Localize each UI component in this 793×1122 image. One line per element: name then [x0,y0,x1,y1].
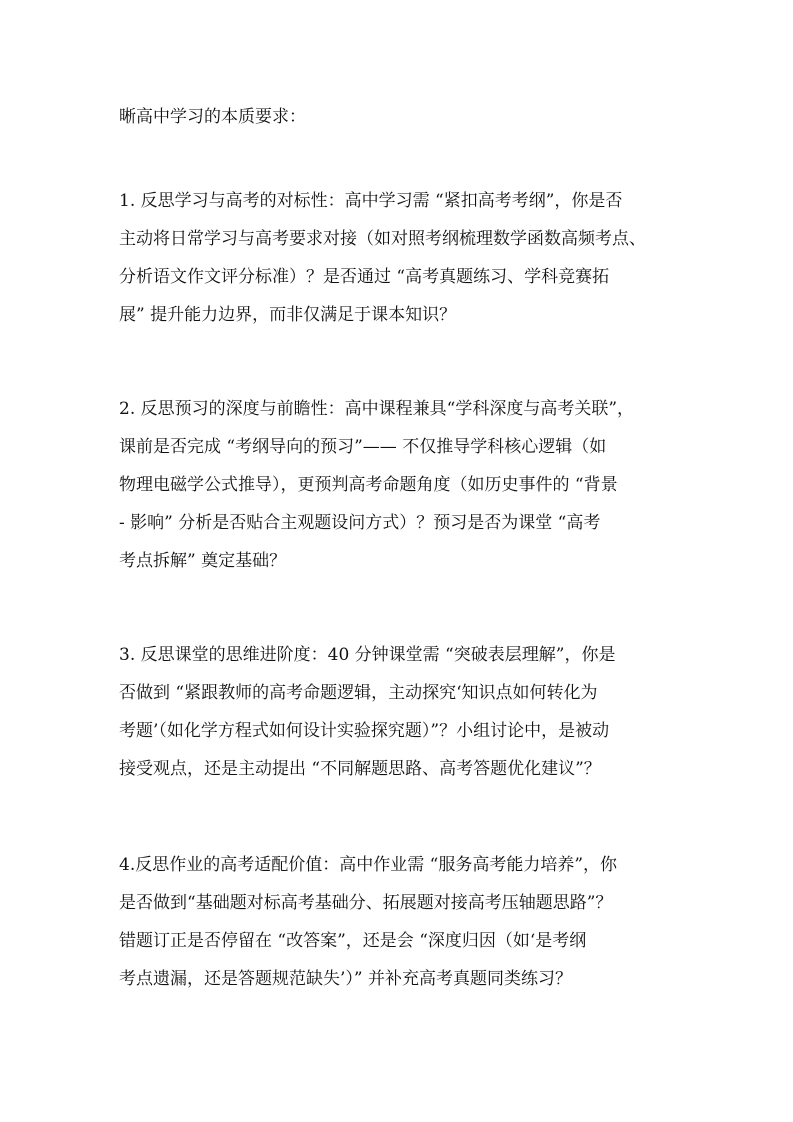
paragraph-line: 错题订正是否停留在 “改答案”，还是会 “深度归因（如‘是考纲 [119,931,587,951]
paragraph-line: 4.反思作业的高考适配价值：高中作业需 “服务高考能力培养”，你 [119,855,618,875]
paragraph-4 [119,852,689,1004]
paragraph-line: 考点遗漏，还是答题规范缺失’）” 并补充高考真题同类练习？ [119,969,572,989]
paragraph-line: 考点拆解” 奠定基础？ [119,551,287,571]
paragraph-line: 2. 反思预习的深度与前瞻性：高中课程兼具“学科深度与高考关联”， [119,399,635,419]
paragraph-2 [119,396,689,586]
paragraph-line: 1. 反思学习与高考的对标性：高中学习需 “紧扣高考考纲”，你是否 [119,191,623,211]
intro-line: 晰高中学习的本质要求： [119,107,306,127]
paragraph-line: 分析语文作文评分标准）？是否通过 “高考真题练习、学科竞赛拓 [119,267,610,287]
paragraph-line: 接受观点，还是主动提出 “不同解题思路、高考答题优化建议”？ [119,759,601,779]
paragraph-line: 展” 提升能力边界，而非仅满足于课本知识？ [119,305,457,325]
paragraph-line: 是否做到“基础题对标高考基础分、拓展题对接高考压轴题思路”？ [119,893,613,913]
paragraph-line: 3. 反思课堂的思维进阶度：40 分钟课堂需 “突破表层理解”，你是 [119,645,616,665]
paragraph-line: 主动将日常学习与高考要求对接（如对照考纲梳理数学函数高频考点、 [119,229,646,249]
paragraph-line: 物理电磁学公式推导），更预判高考命题角度（如历史事件的 “背景 [119,475,618,495]
paragraph-line: - 影响” 分析是否贴合主观题设问方式）？预习是否为课堂 “高考 [119,513,601,533]
paragraph-line: 课前是否完成 “考纲导向的预习”—— 不仅推导学科核心逻辑（如 [119,437,607,457]
paragraph-1 [119,188,689,340]
paragraph-3 [119,642,689,794]
paragraph-line: 否做到 “紧跟教师的高考命题逻辑，主动探究‘知识点如何转化为 [119,683,598,703]
paragraph-line: 考题’（如化学方程式如何设计实验探究题）”？小组讨论中，是被动 [119,721,610,741]
